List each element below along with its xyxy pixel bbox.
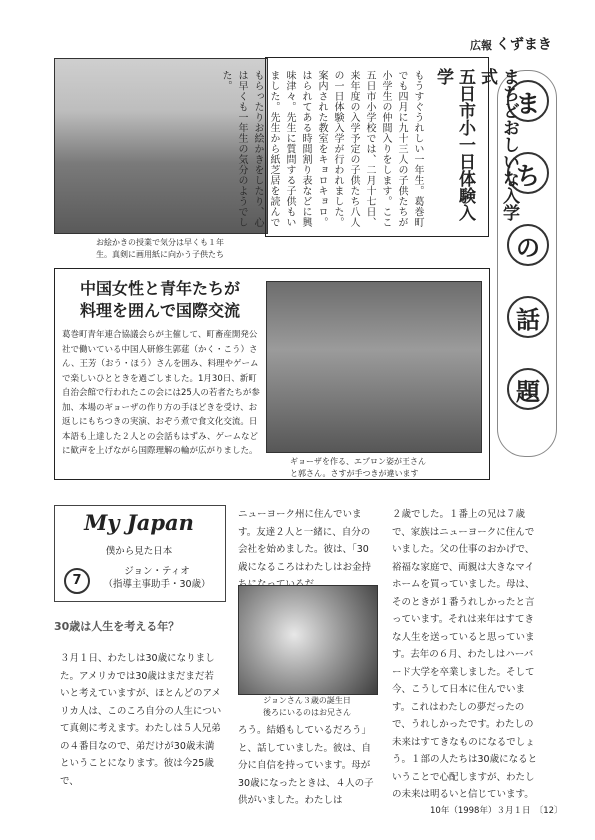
- article2-caption-line1: ギョーザを作る、エプロン姿が王さん: [290, 457, 426, 466]
- article2-caption-line2: と郭さん。さすが手つきが違います: [290, 469, 419, 478]
- side-title-char-1: ま: [507, 80, 549, 122]
- article2-title: [62, 278, 258, 322]
- side-title-char-4: 話: [507, 296, 549, 338]
- article3-question: 30歳は人生を考える年？: [54, 620, 180, 633]
- article3-column3: ２歳でした。１番上の兄は７歳で、家族はニューヨークに住んでいました。父の仕事のおかげで、裕福な家庭で、両親は大きなマイホームを買っていました。母は、そのときが１番うれしかったと言っています。それは来年はすてきな人生を送っていると思っています。去年の６月、わたしはハーバード大学を卒業しました。そして今、こうして日本に住んでいます。これはわたしの夢だったので、うれしかったです。わたしの未来はすてきなものになるでしょう。１部の人たちは30歳になるということで心配しますが、わたしの未来は明るいと信じています。: [392, 509, 538, 800]
- article1-title: [432, 68, 520, 228]
- article1-caption-line2: 生。真剣に画用紙に向かう子供たち: [96, 250, 224, 259]
- side-title-char-2: ち: [507, 152, 549, 194]
- article3-caption-line2: 後ろにいるのはお兄さん: [263, 708, 351, 717]
- masthead: [470, 34, 552, 54]
- masthead-prefix: 広報: [470, 39, 492, 52]
- article2-caption: [290, 456, 460, 480]
- dumpling-photo: [266, 281, 482, 453]
- birthday-photo: [238, 585, 378, 695]
- author: [92, 565, 222, 591]
- article3-column2b: ろう。結婚もしているだろう」と、話していました。彼は、自分に自信を持っています。母が30歳になったときは、４人の子供がいました。わたしは: [238, 725, 374, 806]
- article1-caption: [54, 237, 266, 261]
- article2-body: 葛巻町青年連合協議会らが主催して、町畜産開発公社で働いている中国人研修生郭莚（かく・こう）さん、王芳（おう・ほう）さんを囲み、料理やゲームで楽しいひとときを過ごしました。1月30日、新町自治会館で行われたこの会には25人の若者たちが参加、本場のギョーザの作り方の手ほどきを受け、お返しにもちつきの実演、おぞう煮で食文化交流。日本語も上達した２人との会話もはずみ、ゲームなどに歓声を上げながら国際理解の輪が広がりました。: [62, 330, 260, 456]
- article1-caption-line1: お絵かきの授業で気分は早くも１年: [96, 238, 224, 247]
- series-subtitle: 僕から見た日本: [105, 546, 173, 557]
- article3-column2a: ニューヨーク州に住んでいます。友達２人と一緒に、自分の会社を始めました。彼は、「30歳になるころはわたしはお金持: [238, 509, 372, 573]
- article1-title-line2: 五日市小一日体験入学: [433, 68, 475, 221]
- side-title-char-3: の: [507, 224, 549, 266]
- article2-title-line2: 料理を囲んで国際交流: [79, 301, 240, 320]
- author-name: ジョン・ティオ: [124, 566, 190, 577]
- series-number: 7: [64, 568, 90, 594]
- article3-caption: [238, 695, 376, 719]
- side-title-char-5: 題: [507, 368, 549, 410]
- article1-title-line1: まちどおしいな入学式: [477, 68, 519, 221]
- article3-caption-line1: ジョンさん３歳の誕生日: [263, 696, 351, 705]
- article2-title-line1: 中国女性と青年たちが: [79, 279, 240, 298]
- page-footer: 10年（1998年）３月１日 〔12〕: [430, 806, 563, 816]
- masthead-title: くずまき: [495, 37, 552, 53]
- article1-body: もうすぐうれしい一年生。葛巻町でも四月に九十三人の子供たちが小学生の仲間入りをします。ここ五日市小学校では、二月十七日、来年度の入学予定の子供たち八人の一日体験入学が行われました。案内された教室をキョロキョロ。はられてある時間割り表などに興味津々。先生に質問する子供もいました。先生から紙芝居を読んでもらったりお絵かきをしたり、心は早くも一年生の気分のようでした。: [220, 70, 423, 228]
- author-title: （指導主事助手・30歳）: [103, 579, 211, 590]
- series-title: My Japan: [84, 510, 194, 535]
- article3-column1: ３月１日、わたしは30歳になりました。アメリカでは30歳はまだまだ若いと考えていますが、ほとんどのアメリカ人は、このころ自分の人生について真剣に考えます。わたしは５人兄弟の４番目なので、弟だけが30歳未満ということになります。彼は今25歳で、: [60, 653, 222, 787]
